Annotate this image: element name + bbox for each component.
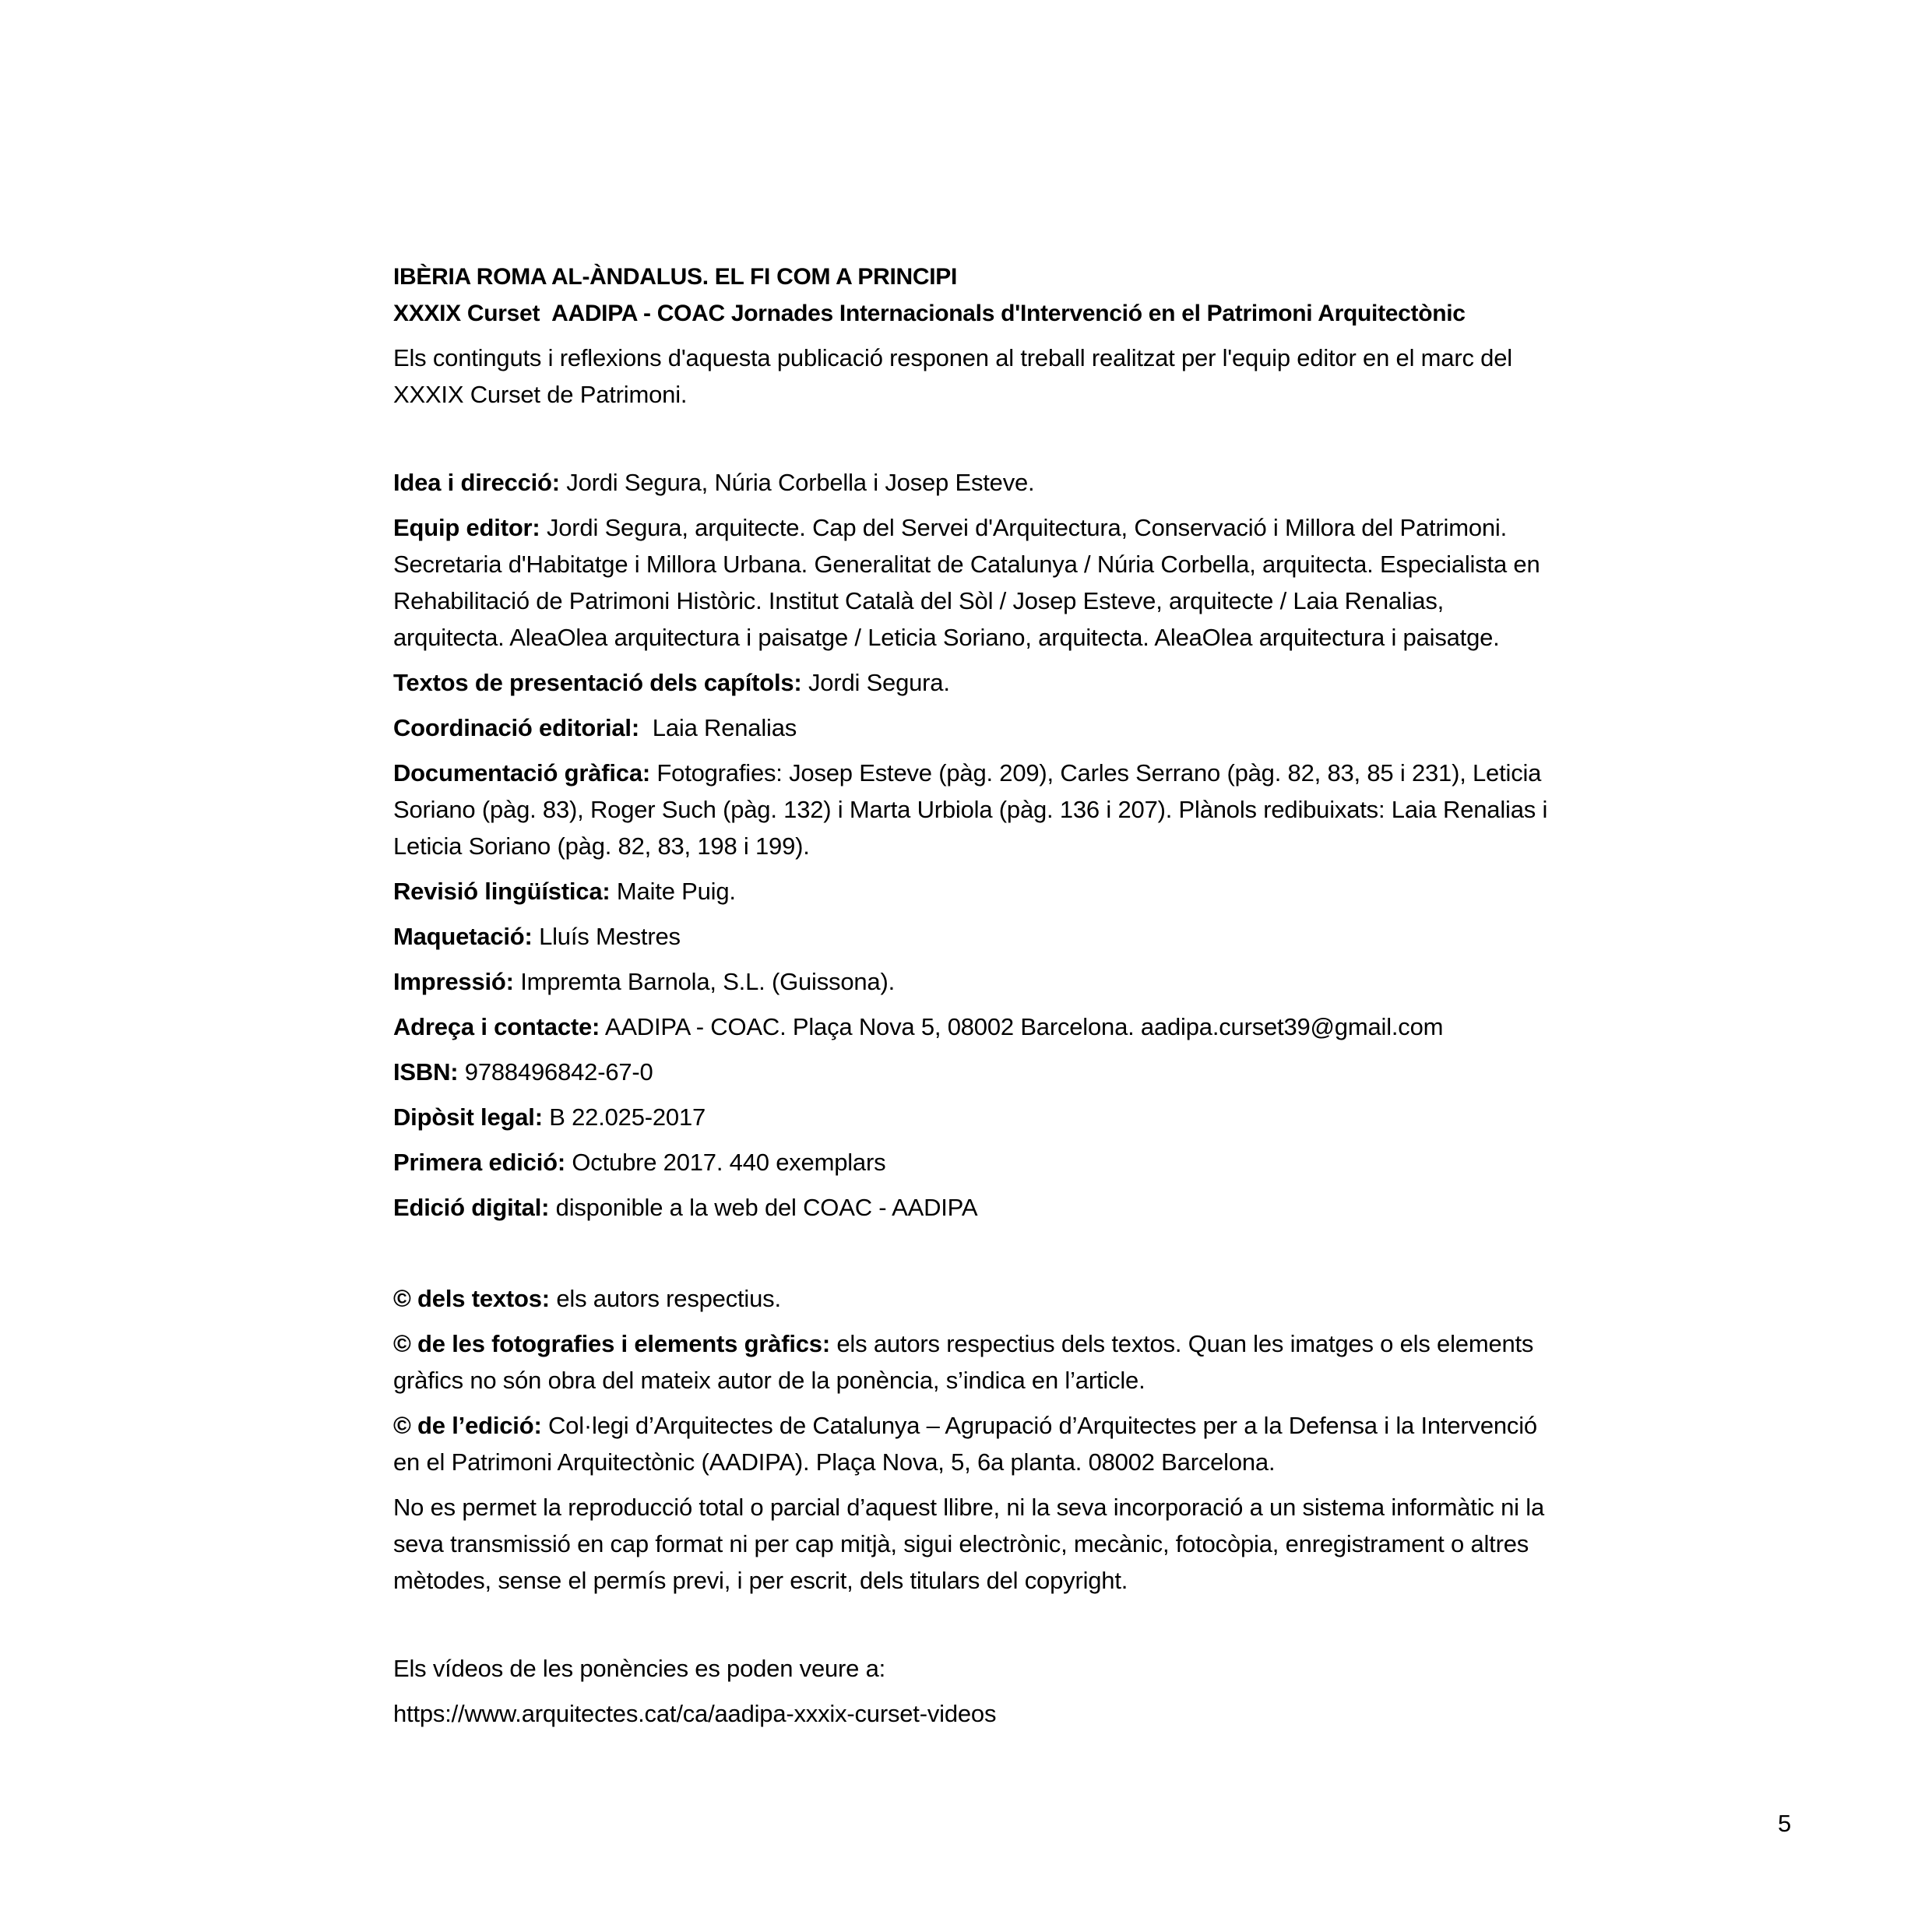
credit-label: Primera edició: (393, 1149, 565, 1176)
copyright-value: Col·legi d’Arquitectes de Catalunya – Agrupació d’Arquitectes per a la Defensa i la Intervenció en el Patrimoni Arquitectònic (AADIPA). Plaça Nova, 5, 6a planta. 08002 Barcelona. (393, 1412, 1544, 1476)
credit-label: Impressió: (393, 968, 514, 995)
credit-value: Maite Puig. (610, 878, 736, 905)
credit-value: Lluís Mestres (532, 923, 681, 950)
copyright-textos (393, 1280, 1561, 1317)
copyright-notice (393, 1489, 1561, 1599)
credit-value: Octubre 2017. 440 exemplars (565, 1149, 886, 1176)
credit-maquetacio (393, 918, 1561, 955)
credit-impressio (393, 963, 1561, 1000)
credit-label: Textos de presentació dels capítols: (393, 669, 802, 696)
credit-value: Jordi Segura, Núria Corbella i Josep Esteve. (559, 469, 1035, 496)
text-column (393, 259, 1561, 1740)
credit-label: Dipòsit legal: (393, 1103, 543, 1131)
credit-value: Fotografies: Josep Esteve (pàg. 209), Carles Serrano (pàg. 82, 83, 85 i 231), Leticia Soriano (pàg. 83), Roger Such (pàg. 132) i Marta Urbiola (pàg. 136 i 207). Plànols redibuixats: Laia Renalias i Leticia Soriano (pàg. 82, 83, 198 i 199). (393, 759, 1554, 860)
credit-label: Coordinació editorial: (393, 714, 639, 741)
intro-paragraph: Els continguts i reflexions d'aquesta publicació responen al treball realitzat per l'equip editor en el marc del XXXIX Curset de Patrimoni. (393, 344, 1512, 408)
credit-value: disponible a la web del COAC - AADIPA (549, 1194, 978, 1221)
credit-value: B 22.025-2017 (542, 1103, 706, 1131)
credit-label: Maquetació: (393, 923, 533, 950)
credit-label: Adreça i contacte: (393, 1013, 600, 1040)
credits-section (393, 464, 1561, 1226)
credit-value: Laia Renalias (639, 714, 797, 741)
credit-diposit-legal (393, 1099, 1561, 1135)
credit-value: Impremta Barnola, S.L. (Guissona). (513, 968, 895, 995)
credit-label: Equip editor: (393, 514, 540, 541)
copyright-value: els autors respectius dels textos. Quan les imatges o els elements gràfics no són obra del mateix autor de la ponència, s’indica en l’article. (393, 1330, 1540, 1394)
credit-label: ISBN: (393, 1058, 459, 1086)
copyright-section (393, 1280, 1561, 1599)
credit-edicio-digital (393, 1189, 1561, 1226)
credit-label: Idea i direcció: (393, 469, 560, 496)
credit-label: Edició digital: (393, 1194, 550, 1221)
credit-equip-editor (393, 509, 1561, 656)
credit-label: Revisió lingüística: (393, 878, 611, 905)
videos-section (393, 1650, 1561, 1732)
credit-revisio-linguistica (393, 873, 1561, 910)
credit-value: AADIPA - COAC. Plaça Nova 5, 08002 Barcelona. aadipa.curset39@gmail.com (600, 1013, 1444, 1040)
credit-value: Jordi Segura, arquitecte. Cap del Servei d'Arquitectura, Conservació i Millora del Patrimoni. Secretaria d'Habitatge i Millora Urbana. Generalitat de Catalunya / Núria Corbella, arquitecta. Especialista en Rehabilitació de Patrimoni Històric. Institut Català del Sòl / Josep Esteve, arquitecte / Laia Renalias, arquitecta. AleaOlea arquitectura i paisatge / Leticia Soriano, arquitecta. AleaOlea arquitectura i paisatge. (393, 514, 1547, 651)
credit-coordinacio-editorial (393, 709, 1561, 746)
copyright-label: © de l’edició: (393, 1412, 542, 1439)
copyright-edicio (393, 1407, 1561, 1480)
copyright-value: els autors respectius. (549, 1285, 781, 1312)
credit-primera-edicio (393, 1144, 1561, 1181)
videos-url: https://www.arquitectes.cat/ca/aadipa-xxxix-curset-videos (393, 1700, 997, 1727)
page-number: 5 (1778, 1810, 1792, 1837)
credit-documentacio-grafica (393, 755, 1561, 864)
copyright-fotografies (393, 1325, 1561, 1399)
copyright-label: © dels textos: (393, 1285, 550, 1312)
credit-label: Documentació gràfica: (393, 759, 650, 787)
copyright-label: © de les fotografies i elements gràfics: (393, 1330, 830, 1357)
credit-adreca-contacte (393, 1008, 1561, 1045)
credit-idea-direccio (393, 464, 1561, 501)
book-subtitle: XXXIX Curset AADIPA - COAC Jornades Internacionals d'Intervenció en el Patrimoni Arquitectònic (393, 301, 1466, 326)
credit-value: Jordi Segura. (801, 669, 950, 696)
credit-value: 9788496842-67-0 (458, 1058, 653, 1086)
credit-isbn (393, 1054, 1561, 1090)
copyright-value: No es permet la reproducció total o parcial d’aquest llibre, ni la seva incorporació a un sistema informàtic ni la seva transmissió en cap format ni per cap mitjà, sigui electrònic, mecànic, fotocòpia, enregistrament o altres mètodes, sense el permís previ, i per escrit, dels titulars del copyright. (393, 1494, 1551, 1594)
videos-intro-line: Els vídeos de les ponències es poden veure a: (393, 1655, 886, 1682)
book-title: IBÈRIA ROMA AL-ÀNDALUS. EL FI COM A PRINCIPI (393, 264, 958, 290)
credit-textos-presentacio (393, 664, 1561, 701)
